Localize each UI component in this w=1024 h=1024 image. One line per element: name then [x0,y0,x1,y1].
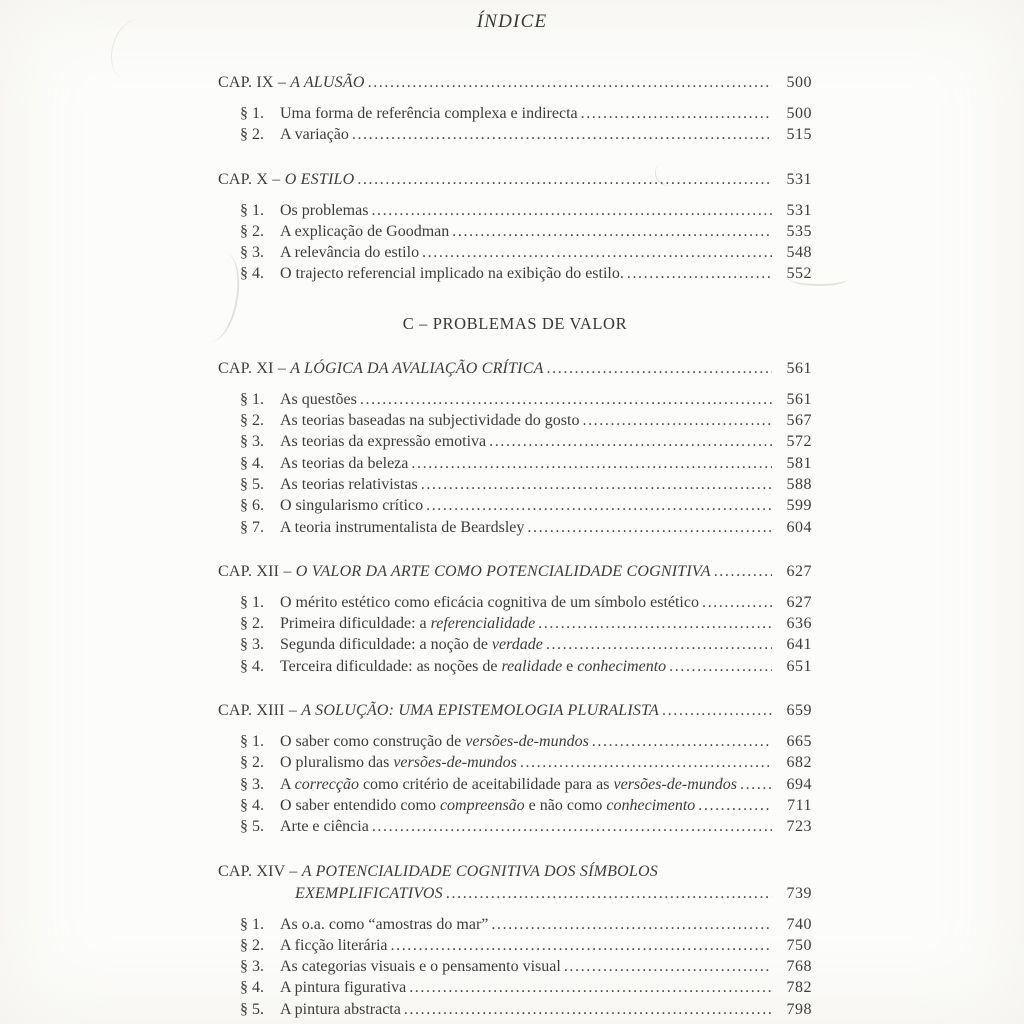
entry-number: § 5. [240,1000,264,1018]
entry-number: § 3. [240,636,264,654]
entry-text-segment: Uma forma de referência complexa e indirecta [280,105,578,122]
page-number: 694 [786,775,812,793]
entry-number: § 4. [240,657,264,675]
chapter-label: CAP. XIII – [218,702,302,720]
dot-leader [408,453,772,474]
entry-number: § 2. [240,412,264,430]
dot-leader [354,169,772,191]
entry-number: § 7. [240,518,264,536]
entry-text [280,914,488,935]
chapter-title: A POTENCIALIDADE COGNITIVA DOS SÍMBOLOS [301,862,658,880]
entry-text [280,752,517,773]
page-number: 567 [786,412,812,430]
toc-entry [240,453,812,474]
dot-leader [388,935,773,956]
chapter-heading [218,72,365,94]
dot-leader [418,474,772,495]
page-number: 627 [786,593,812,611]
dot-leader [517,752,772,773]
chapter-entries [218,592,812,677]
entry-number: § 3. [240,775,264,793]
page-number: 740 [786,915,812,933]
page-number: 581 [786,454,812,472]
page-number: 572 [786,433,812,451]
toc-entry [240,221,812,242]
dot-leader [423,495,772,516]
dot-leader [535,613,772,634]
entry-text [280,431,486,452]
entry-text-italic-segment: realidade [501,657,563,675]
dot-leader [711,561,772,583]
dot-leader [486,431,772,452]
page-number: 768 [786,958,812,976]
entry-number: § 1. [240,390,264,408]
entry-number: § 4. [240,454,264,472]
page-number: 782 [786,979,812,997]
entry-number: § 2. [240,222,264,240]
entry-text [280,795,695,816]
entry-number: § 5. [240,818,264,836]
entry-text [280,592,699,613]
dot-leader [544,358,772,380]
entry-text-segment: A explicação de Goodman [280,222,450,240]
entry-text-segment: As teorias relativistas [280,475,418,493]
chapter-label: CAP. IX – [218,74,291,91]
chapter-label: CAP. XIV – [218,862,302,880]
page-number: 535 [786,222,812,240]
chapter-block [218,72,812,146]
entry-text-segment: As teorias baseadas na subjectividade do gosto [280,412,580,430]
toc-entry [240,592,812,613]
entry-text [280,242,419,263]
chapter-heading [218,700,659,722]
toc-entry [240,956,812,977]
dot-leader [699,592,772,613]
page-number: 500 [786,105,812,122]
toc-entry [240,935,812,956]
entry-number: § 2. [240,754,264,772]
chapter-title-row [218,358,812,380]
entry-text-segment: As teorias da beleza [280,454,409,472]
chapter-block [218,358,812,538]
chapter-block [218,861,812,1020]
entry-number: § 2. [240,615,264,633]
chapter-heading [218,561,711,583]
dot-leader [561,956,772,977]
page-number: 531 [786,170,812,188]
entry-text-segment: O singularismo crítico [280,497,424,515]
entry-text [280,731,589,752]
page-title: ÍNDICE [476,11,548,32]
page-number: 604 [786,518,812,536]
entry-text-segment: A teoria instrumentalista de Beardsley [280,518,525,536]
toc-entry [240,914,812,935]
toc-entry [240,103,812,124]
dot-leader [543,634,772,655]
chapter-entries [218,914,812,1020]
entry-text-italic-segment: verdade [491,636,543,654]
dot-leader [579,410,772,431]
toc-entry [240,816,812,837]
page-number: 659 [786,702,812,720]
entry-text-segment: A [280,775,295,793]
dot-leader [737,774,772,795]
entry-text-segment: Terceira dificuldade: as noções de [280,657,502,675]
chapter-title-row [218,561,812,583]
entry-text-italic-segment: conhecimento [577,657,667,675]
chapter-label: CAP. XII – [218,562,296,580]
dot-leader [443,883,772,905]
dot-leader [368,200,772,221]
page-number: 599 [786,497,812,515]
entry-text-segment: A ficção literária [280,936,388,954]
entry-text-italic-segment: referencialidade [430,615,536,633]
entry-text-italic-segment: compreensão [439,796,525,814]
toc-entry [240,495,812,516]
entry-text [280,956,561,977]
chapter-label: CAP. XI – [218,359,291,377]
page-number: 651 [786,657,812,675]
entry-text-segment: A relevância do estilo [280,244,420,262]
toc-entry [240,656,812,677]
chapter-title: O ESTILO [284,170,355,188]
entry-text [280,656,666,677]
chapter-entries [218,389,812,538]
chapter-title-row [218,169,812,191]
page-number: 711 [787,796,812,814]
chapter-title: A LÓGICA DA AVALIAÇÃO CRÍTICA [290,359,544,377]
chapter-label: CAP. X – [218,170,285,188]
entry-text-segment: O saber como construção de [280,733,466,751]
toc-entry [240,731,812,752]
chapter-heading [218,861,658,883]
entry-text [280,389,357,410]
entry-number: § 4. [240,796,264,814]
entry-text-italic-segment: correcção [294,775,359,793]
page-number: 723 [786,818,812,836]
entry-text-segment: A pintura figurativa [280,979,407,997]
toc-entry [240,634,812,655]
chapter-block [218,561,812,677]
entry-number: § 1. [240,201,264,219]
dot-leader [369,816,772,837]
dot-leader [524,517,772,538]
page-number: 665 [786,733,812,751]
entry-text [280,474,418,495]
entry-number: § 3. [240,244,264,262]
chapter-title-line2: EXEMPLIFICATIVOS [295,884,443,902]
entry-text-segment: As categorias visuais e o pensamento visual [280,958,561,976]
entry-text [280,124,349,145]
toc-entry [240,517,812,538]
entry-text-segment: O trajecto referencial implicado na exibição do estilo. [280,265,624,283]
entry-text-segment: e não como [524,796,607,814]
entry-text-segment: Arte e ciência [280,818,369,836]
toc-entry [240,200,812,221]
page-number: 627 [786,562,812,580]
entry-text [280,263,624,284]
entry-number: § 4. [240,979,264,997]
dot-leader [419,242,772,263]
page-number: 641 [786,636,812,654]
entry-text [280,774,737,795]
chapter-entries [218,731,812,837]
entry-text-segment: As teorias da expressão emotiva [280,433,487,451]
entry-text-segment: O saber entendido como [280,796,440,814]
dot-leader [624,263,772,284]
toc-entry [240,124,812,145]
chapter-entries [218,200,812,285]
chapter-title: A ALUSÃO [290,74,365,91]
chapter-heading [218,169,354,191]
dot-leader [695,795,772,816]
entry-text [280,816,369,837]
entry-text [280,613,535,634]
entry-number: § 2. [240,936,264,954]
entry-text-italic-segment: conhecimento [606,796,696,814]
dot-leader [449,221,772,242]
page-number: 548 [786,244,812,262]
chapter-title-row [218,700,812,722]
entry-number: § 1. [240,915,264,933]
entry-text [280,634,543,655]
toc-entry [240,263,812,284]
dot-leader [357,389,772,410]
entry-text-segment: A pintura abstracta [280,1000,401,1018]
toc-entry [240,242,812,263]
chapter-heading [218,358,544,380]
toc-entry [240,977,812,998]
chapter-title-row [218,72,812,94]
dot-leader [365,72,772,94]
chapter-entries [218,103,812,146]
page-number: 750 [786,936,812,954]
page-number: 515 [786,126,812,144]
entry-text [280,103,578,124]
entry-text [280,200,368,221]
dot-leader [666,656,772,677]
dot-leader [488,914,772,935]
chapter-block [218,169,812,285]
dot-leader [659,700,772,722]
entry-text-segment: As o.a. como “amostras do mar” [280,915,489,933]
chapter-title-row [218,861,812,883]
toc-body [218,72,812,1020]
entry-text-segment: O mérito estético como eficácia cognitiva de um símbolo estético [280,593,699,611]
toc-entry [240,774,812,795]
entry-text-italic-segment: versões-de-mundos [393,754,517,772]
page-number: 798 [786,1000,812,1018]
toc-entry [240,795,812,816]
toc-entry [240,389,812,410]
toc-entry [240,410,812,431]
toc-entry [240,474,812,495]
page-number: 561 [786,390,812,408]
entry-text [280,977,406,998]
entry-text-italic-segment: versões-de-mundos [613,775,738,793]
entry-text [280,495,423,516]
entry-number: § 3. [240,958,264,976]
chapter-title: O VALOR DA ARTE COMO POTENCIALIDADE COGNITIVA [295,562,711,580]
entry-text [280,453,408,474]
dot-leader [578,103,772,124]
entry-text-segment: Primeira dificuldade: a [280,615,431,633]
dot-leader [406,977,772,998]
dot-leader [589,731,772,752]
toc-entry [240,752,812,773]
page-number: 531 [786,201,812,219]
page-number: 682 [786,754,812,772]
entry-text-segment: e [562,657,578,675]
page-number: 561 [786,359,812,377]
entry-text-segment: As questões [280,390,357,408]
entry-number: § 1. [240,593,264,611]
page-number: 739 [786,884,812,902]
entry-text-segment: O pluralismo das [280,754,394,772]
entry-text-italic-segment: versões-de-mundos [465,733,589,751]
entry-number: § 5. [240,475,264,493]
chapter-title: A SOLUÇÃO: UMA EPISTEMOLOGIA PLURALISTA [301,702,660,720]
entry-number: § 2. [240,126,264,144]
entry-text-segment: Os problemas [280,201,369,219]
chapter-title-continuation [218,883,812,905]
entry-text [280,517,524,538]
chapter-block [218,700,812,837]
entry-number: § 1. [240,733,264,751]
toc-entry [240,999,812,1020]
entry-text [280,999,401,1020]
entry-number: § 6. [240,497,264,515]
dot-leader [349,124,772,145]
entry-text [280,221,449,242]
page-number: 588 [786,475,812,493]
page-number: 636 [786,615,812,633]
toc-entry [240,431,812,452]
entry-text-segment: Segunda dificuldade: a noção de [280,636,492,654]
page-number: 552 [786,265,812,283]
toc-entry [240,613,812,634]
dot-leader [401,999,772,1020]
entry-text-segment: A variação [280,126,349,144]
entry-number: § 4. [240,265,264,283]
entry-text-segment: como critério de aceitabilidade para as [358,775,614,793]
entry-number: § 3. [240,433,264,451]
part-heading: C – PROBLEMAS DE VALOR [402,313,628,333]
page-number: 500 [786,74,812,91]
entry-number: § 1. [240,105,264,122]
entry-text [280,410,579,431]
entry-text [280,935,388,956]
